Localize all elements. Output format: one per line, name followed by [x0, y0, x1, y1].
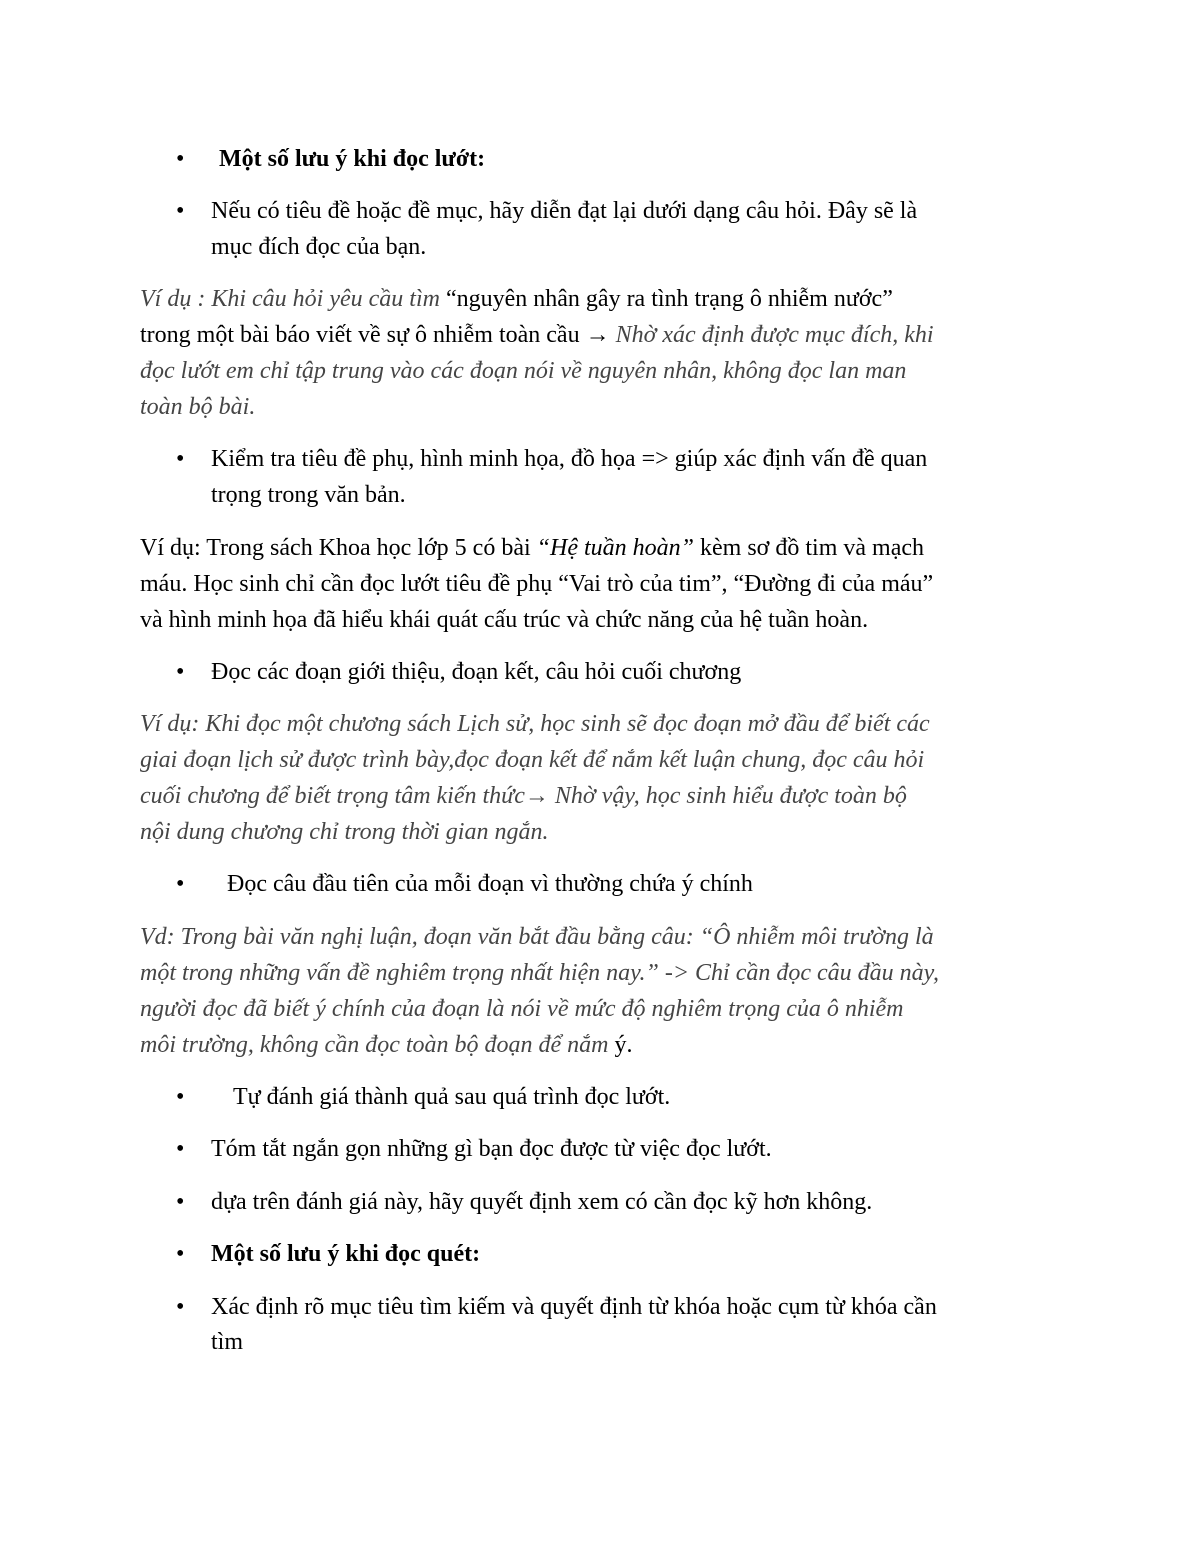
section-heading-skimming: Một số lưu ý khi đọc lướt: — [219, 146, 486, 172]
section-heading-scanning: Một số lưu ý khi đọc quét: — [211, 1241, 481, 1267]
example-line: Ví dụ: Khi đọc một chương sách Lịch sử, học sinh sẽ đọc đoạn mở đầu để biết các — [140, 711, 930, 737]
list-item-line: Đọc các đoạn giới thiệu, đoạn kết, câu hỏi cuối chương — [211, 659, 742, 685]
bullet-icon: • — [176, 146, 185, 172]
example-text: ý. — [614, 1032, 633, 1058]
example-text: môi trường, không cần đọc toàn bộ đoạn để nắm — [140, 1032, 615, 1058]
example-line — [140, 533, 924, 563]
example-line: cuối chương để biết trọng tâm kiến thức→ Nhờ vậy, học sinh hiểu được toàn bộ — [140, 783, 907, 809]
example-line: một trong những vấn đề nghiêm trọng nhất hiện nay.” -> Chỉ cần đọc câu đầu này, — [140, 960, 939, 986]
list-item-line: trọng trong văn bản. — [211, 482, 406, 508]
list-item-line: Kiểm tra tiêu đề phụ, hình minh họa, đồ họa => giúp xác định vấn đề quan — [211, 446, 928, 472]
example-text: Ví dụ: Trong sách Khoa học lớp 5 có bài — [140, 535, 537, 561]
list-item-line: dựa trên đánh giá này, hãy quyết định xem có cần đọc kỹ hơn không. — [211, 1189, 873, 1215]
example-text: kèm sơ đồ tim và mạch — [694, 535, 924, 561]
example-line — [140, 1030, 633, 1060]
list-item-line: Đọc câu đầu tiên của mỗi đoạn vì thường chứa ý chính — [227, 871, 753, 897]
example-line: và hình minh họa đã hiểu khái quát cấu trúc và chức năng của hệ tuần hoàn. — [140, 607, 869, 633]
example-quote: “nguyên nhân gây ra tình trạng ô nhiễm nước” — [445, 286, 893, 312]
example-text: Nhờ xác định được mục đích, khi — [615, 322, 934, 348]
example-line: toàn bộ bài. — [140, 394, 256, 420]
list-item-line: Nếu có tiêu đề hoặc đề mục, hãy diễn đạt lại dưới dạng câu hỏi. Đây sẽ là — [211, 198, 918, 224]
example-line — [140, 320, 934, 350]
bullet-icon: • — [176, 1241, 185, 1267]
example-line: người đọc đã biết ý chính của đoạn là nói về mức độ nghiêm trọng của ô nhiễm — [140, 996, 904, 1022]
bullet-icon: • — [176, 198, 185, 224]
example-line: máu. Học sinh chỉ cần đọc lướt tiêu đề phụ “Vai trò của tim”, “Đường đi của máu” — [140, 571, 934, 597]
example-line: giai đoạn lịch sử được trình bày,đọc đoạn kết để nắm kết luận chung, đọc câu hỏi — [140, 747, 925, 773]
bullet-icon: • — [176, 1189, 185, 1215]
example-title: “Hệ tuần hoàn” — [536, 535, 695, 561]
example-text: Ví dụ : Khi câu hỏi yêu cầu tìm — [140, 286, 446, 312]
list-item-line: mục đích đọc của bạn. — [211, 234, 427, 260]
list-item-line: Tự đánh giá thành quả sau quá trình đọc lướt. — [233, 1084, 671, 1110]
bullet-icon: • — [176, 446, 185, 472]
list-item-line: Xác định rõ mục tiêu tìm kiếm và quyết định từ khóa hoặc cụm từ khóa cần — [211, 1294, 937, 1320]
bullet-icon: • — [176, 871, 185, 897]
list-item-line: Tóm tắt ngắn gọn những gì bạn đọc được từ việc đọc lướt. — [211, 1136, 772, 1162]
list-item-line: tìm — [211, 1329, 244, 1355]
bullet-icon: • — [176, 1136, 185, 1162]
example-line — [140, 284, 893, 314]
bullet-icon: • — [176, 659, 185, 685]
example-text: trong một bài báo viết về sự ô nhiễm toàn cầu → — [140, 322, 616, 348]
example-line: đọc lướt em chỉ tập trung vào các đoạn nói về nguyên nhân, không đọc lan man — [140, 358, 907, 384]
example-line: Vd: Trong bài văn nghị luận, đoạn văn bắt đầu bằng câu: “Ô nhiễm môi trường là — [140, 924, 934, 950]
bullet-icon: • — [176, 1294, 185, 1320]
example-line: nội dung chương chỉ trong thời gian ngắn. — [140, 819, 549, 845]
bullet-icon: • — [176, 1084, 185, 1110]
